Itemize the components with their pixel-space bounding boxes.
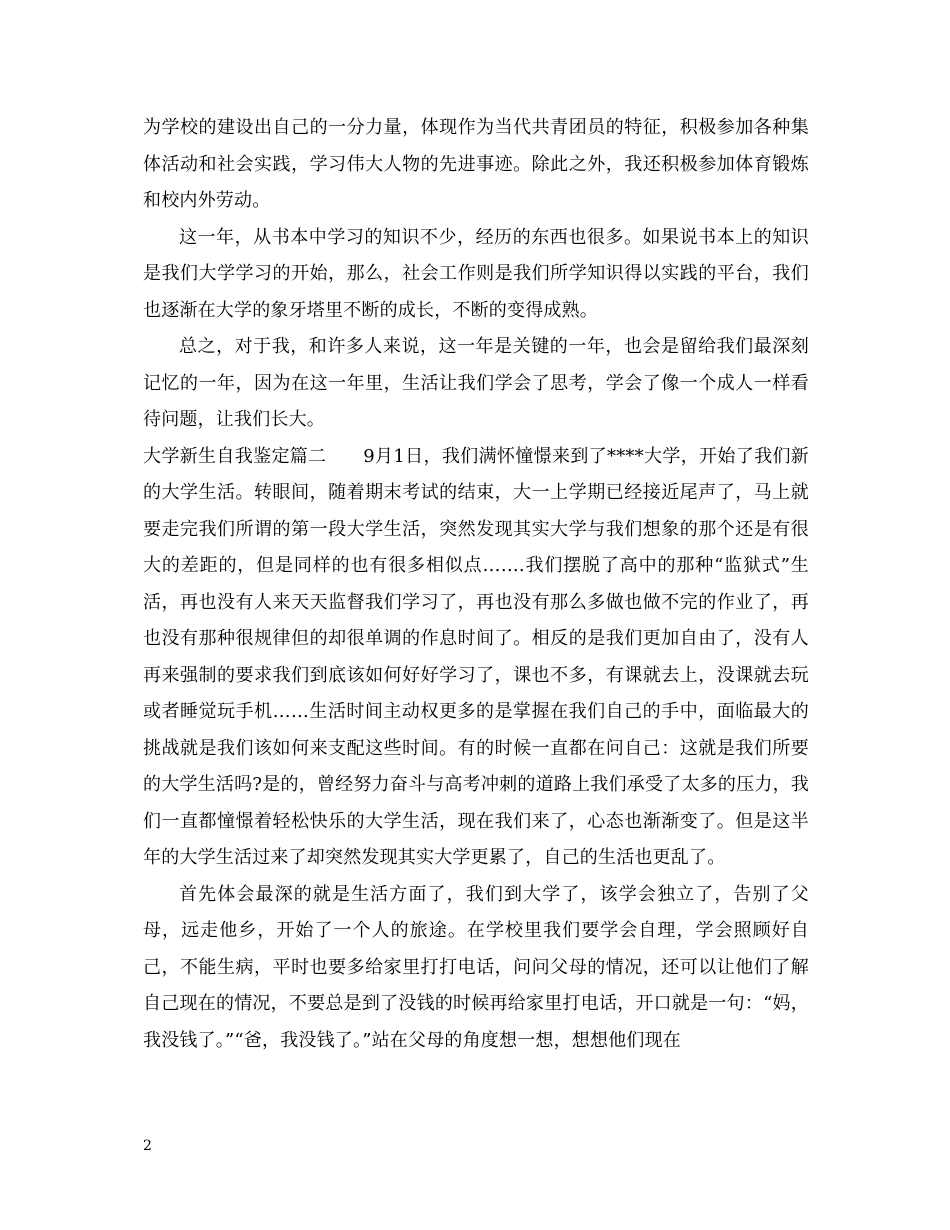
paragraph-4: 大学新生自我鉴定篇二 9月1日，我们满怀憧憬来到了****大学，开始了我们新的大学生活。转眼间，随着期末考试的结束，大一上学期已经接近尾声了，马上就要走完我们所谓的第一段大学生活，突然发现其实大学与我们想象的那个还是有很大的差距的，但是同样的也有很多相似点…….我们摆脱了高中的那种“监狱式”生活，再也没有人来天天监督我们学习了，再也没有那么多做也做不完的作业了，再也没有那种很规律但的却很单调的作息时间了。相反的是我们更加自由了，没有人再来强制的要求我们到底该如何好好学习了，课也不多，有课就去上，没课就去玩或者睡觉玩手机……生活时间主动权更多的是掌握在我们自己的手中，面临最大的挑战就是我们该如何来支配这些时间。有的时候一直都在问自己：这就是我们所要的大学生活吗?是的，曾经努力奋斗与高考冲刺的道路上我们承受了太多的压力，我们一直都憧憬着轻松快乐的大学生活，现在我们来了，心态也渐渐变了。但是这半年的大学生活过来了却突然发现其实大学更累了，自己的生活也更乱了。 — [143, 445, 809, 868]
paragraph-2: 这一年，从书本中学习的知识不少，经历的东西也很多。如果说书本上的知识是我们大学学习的开始，那么，社会工作则是我们所学知识得以实践的平台，我们也逐渐在大学的象牙塔里不断的成长，不断的变得成熟。 — [143, 226, 809, 321]
body-text — [143, 110, 809, 1059]
paragraph-1: 为学校的建设出自己的一分力量，体现作为当代共青团员的特征，积极参加各种集体活动和社会实践，学习伟大人物的先进事迹。除此之外，我还积极参加体育锻炼和校内外劳动。 — [143, 117, 809, 211]
page-number: 2 — [143, 1138, 152, 1154]
paragraph-5: 首先体会最深的就是生活方面了，我们到大学了，该学会独立了，告别了父母，远走他乡，开始了一个人的旅途。在学校里我们要学会自理，学会照顾好自己，不能生病，平时也要多给家里打打电话，问问父母的情况，还可以让他们了解自己现在的情况，不要总是到了没钱的时候再给家里打电话，开口就是一句：“妈，我没钱了。”“爸，我没钱了。”站在父母的角度想一想，想想他们现在 — [143, 883, 809, 1051]
paragraph-3: 总之，对于我，和许多人来说，这一年是关键的一年，也会是留给我们最深刻记忆的一年，因为在这一年里，生活让我们学会了思考，学会了像一个成人一样看待问题，让我们长大。 — [143, 336, 809, 430]
